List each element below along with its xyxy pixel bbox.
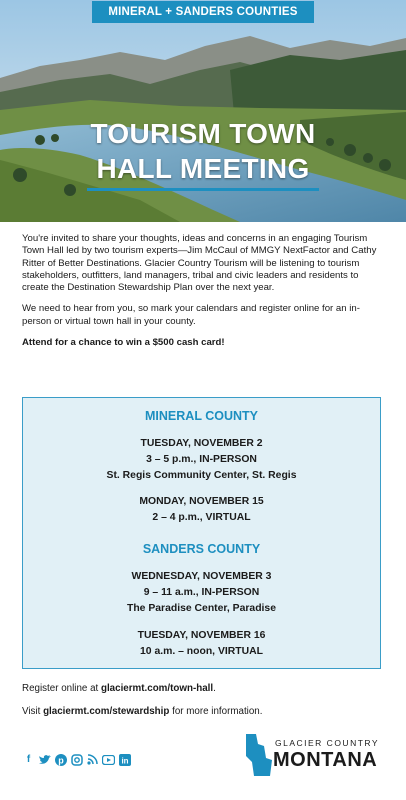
event-time: 3 – 5 p.m., IN-PERSON xyxy=(146,454,257,465)
event-date: MONDAY, NOVEMBER 15 xyxy=(139,496,264,507)
visit-line xyxy=(22,706,262,717)
body-text xyxy=(22,233,384,358)
region-banner: MINERAL + SANDERS COUNTIES xyxy=(92,1,314,23)
page-title-line1: TOURISM TOWN xyxy=(90,118,316,149)
svg-text:p: p xyxy=(57,755,64,765)
social-icons xyxy=(22,753,131,766)
event-time: 9 – 11 a.m., IN-PERSON xyxy=(143,587,260,598)
linkedin-icon[interactable] xyxy=(118,753,131,766)
title-divider xyxy=(87,188,319,191)
visit-prefix: Visit xyxy=(22,706,44,717)
event-date: TUESDAY, NOVEMBER 16 xyxy=(137,630,266,641)
mineral-event-2 xyxy=(23,494,380,526)
register-prefix: Register online at xyxy=(22,683,101,694)
mineral-county-heading: MINERAL COUNTY xyxy=(145,409,258,423)
twitter-icon[interactable] xyxy=(38,753,51,766)
event-date: TUESDAY, NOVEMBER 2 xyxy=(140,438,263,449)
stewardship-link[interactable]: glaciermt.com/stewardship xyxy=(43,706,170,717)
sanders-county-heading: SANDERS COUNTY xyxy=(142,542,261,556)
svg-text:in: in xyxy=(120,756,129,765)
register-line xyxy=(22,683,216,694)
event-time: 2 – 4 p.m., VIRTUAL xyxy=(152,512,251,523)
rss-icon[interactable] xyxy=(86,753,99,766)
register-link[interactable]: glaciermt.com/town-hall xyxy=(100,683,214,694)
intro-paragraph: You're invited to share your thoughts, ideas and concerns in an engaging Tourism Town Hall led by two tourism experts—Jim McCaul of MMGY NextFactor and Cathy Ritter of Better Destinations. Glacier Country Tourism will be listening to tourism stakeholders, outfitters, land managers, tribal and civic leaders and residents to create the Destination Stewardship Plan over the next year. xyxy=(22,233,377,294)
sanders-event-1 xyxy=(23,569,380,617)
instagram-icon[interactable] xyxy=(70,753,83,766)
youtube-icon[interactable] xyxy=(102,753,115,766)
glacier-country-logo xyxy=(244,732,384,780)
call-paragraph: We need to hear from you, so mark your calendars and register online for an in-person or virtual town hall in your county. xyxy=(22,303,360,327)
montana-map-icon xyxy=(244,732,274,780)
mineral-event-1 xyxy=(23,436,380,484)
page-title-line2: HALL MEETING xyxy=(96,153,310,184)
event-place: St. Regis Community Center, St. Regis xyxy=(106,470,297,481)
schedule-box xyxy=(22,397,381,669)
visit-suffix: for more information. xyxy=(169,706,263,717)
logo-wordmark: MONTANA xyxy=(273,749,378,771)
prize-paragraph: Attend for a chance to win a $500 cash card! xyxy=(22,337,225,349)
pinterest-icon[interactable] xyxy=(54,753,67,766)
event-date: WEDNESDAY, NOVEMBER 3 xyxy=(131,571,272,582)
facebook-icon[interactable]: f xyxy=(26,754,31,765)
sanders-event-2 xyxy=(23,628,380,660)
register-suffix: . xyxy=(213,683,216,694)
event-time: 10 a.m. – noon, VIRTUAL xyxy=(140,646,263,657)
logo-tagline: GLACIER COUNTRY xyxy=(275,738,380,748)
event-place: The Paradise Center, Paradise xyxy=(126,603,276,614)
